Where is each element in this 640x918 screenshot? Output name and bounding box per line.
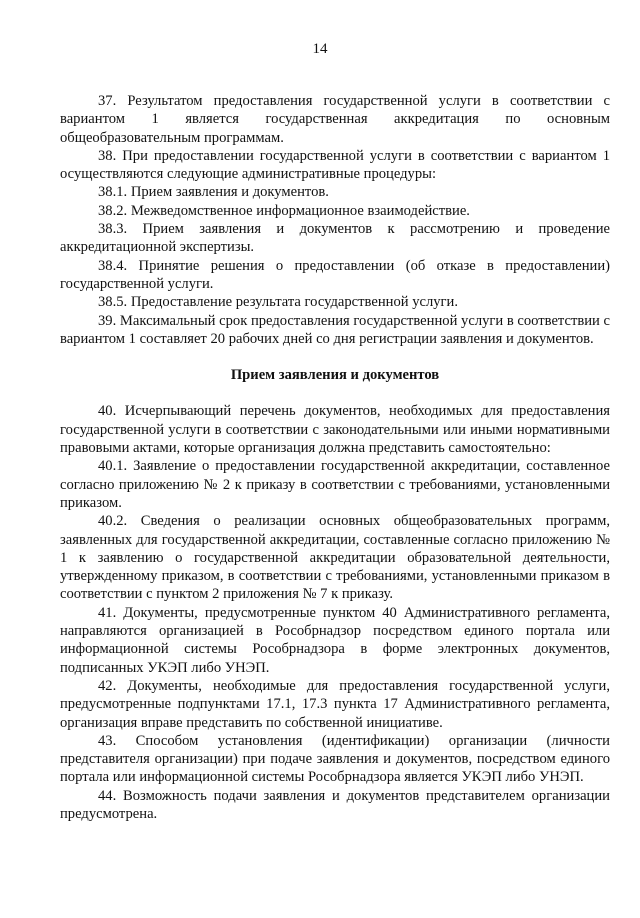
page-number: 14: [312, 41, 328, 57]
paragraph-38-4: 38.4. Принятие решения о предоставлении (об отказе в предоставлении) государственной услуги.: [60, 257, 610, 292]
paragraph-39: 39. Максимальный срок предоставления государственной услуги в соответствии с вариантом 1 составляет 20 рабочих дней со дня регистрации заявления и документов.: [60, 312, 610, 347]
section-heading: Прием заявления и документов: [230, 367, 440, 384]
paragraph-40-1: 40.1. Заявление о предоставлении государственной аккредитации, составленное согласно приложению № 2 к приказу в соответствии с требованиями, установленными приказом.: [60, 458, 610, 511]
paragraph-43: 43. Способом установления (идентификации) организации (личности представителя организации) при подаче заявления и документов, посредством единого портала или информационной системы Рособрнадзора является УКЭП либо УНЭП.: [60, 732, 610, 786]
paragraph-38-3: 38.3. Прием заявления и документов к рассмотрению и проведение аккредитационной экспертизы.: [60, 221, 610, 256]
paragraph-40: 40. Исчерпывающий перечень документов, необходимых для предоставления государственной услуги в соответствии с законодательными или иными нормативными правовыми актами, которые организация должна представить самостоятельно:: [60, 403, 610, 457]
document-body: [60, 92, 610, 823]
paragraph-38-1: 38.1. Прием заявления и документов.: [98, 184, 329, 201]
paragraph-40-2: 40.2. Сведения о реализации основных общеобразовательных программ, заявленных для государственной аккредитации, составленные согласно приложению № 1 к заявлению о государственной аккредитации образовательной деятельности, утвержденному приказом, в соответствии с требованиями, установленными приказом в соответствии с пунктом 2 приложения № 7 к приказу.: [60, 513, 610, 603]
paragraph-38-2: 38.2. Межведомственное информационное взаимодействие.: [98, 202, 470, 219]
paragraph-37: 37. Результатом предоставления государственной услуги в соответствии с вариантом 1 является государственная аккредитация по основным общеобразовательным программам.: [60, 93, 610, 146]
paragraph-41: 41. Документы, предусмотренные пунктом 40 Административного регламента, направляются организацией в Рособрнадзор посредством единого портала или информационной системы Рособрнадзора в форме электронных документов, подписанных УКЭП либо УНЭП.: [60, 604, 610, 676]
paragraph-38-5: 38.5. Предоставление результата государственной услуги.: [98, 294, 458, 311]
paragraph-38: 38. При предоставлении государственной услуги в соответствии с вариантом 1 осуществляются следующие административные процедуры:: [60, 147, 610, 183]
paragraph-44: 44. Возможность подачи заявления и документов представителем организации предусмотрена.: [60, 787, 610, 822]
paragraph-42: 42. Документы, необходимые для предоставления государственной услуги, предусмотренные подпунктами 17.1, 17.3 пункта 17 Административного регламента, организация вправе представить по собственной инициативе.: [60, 677, 610, 731]
